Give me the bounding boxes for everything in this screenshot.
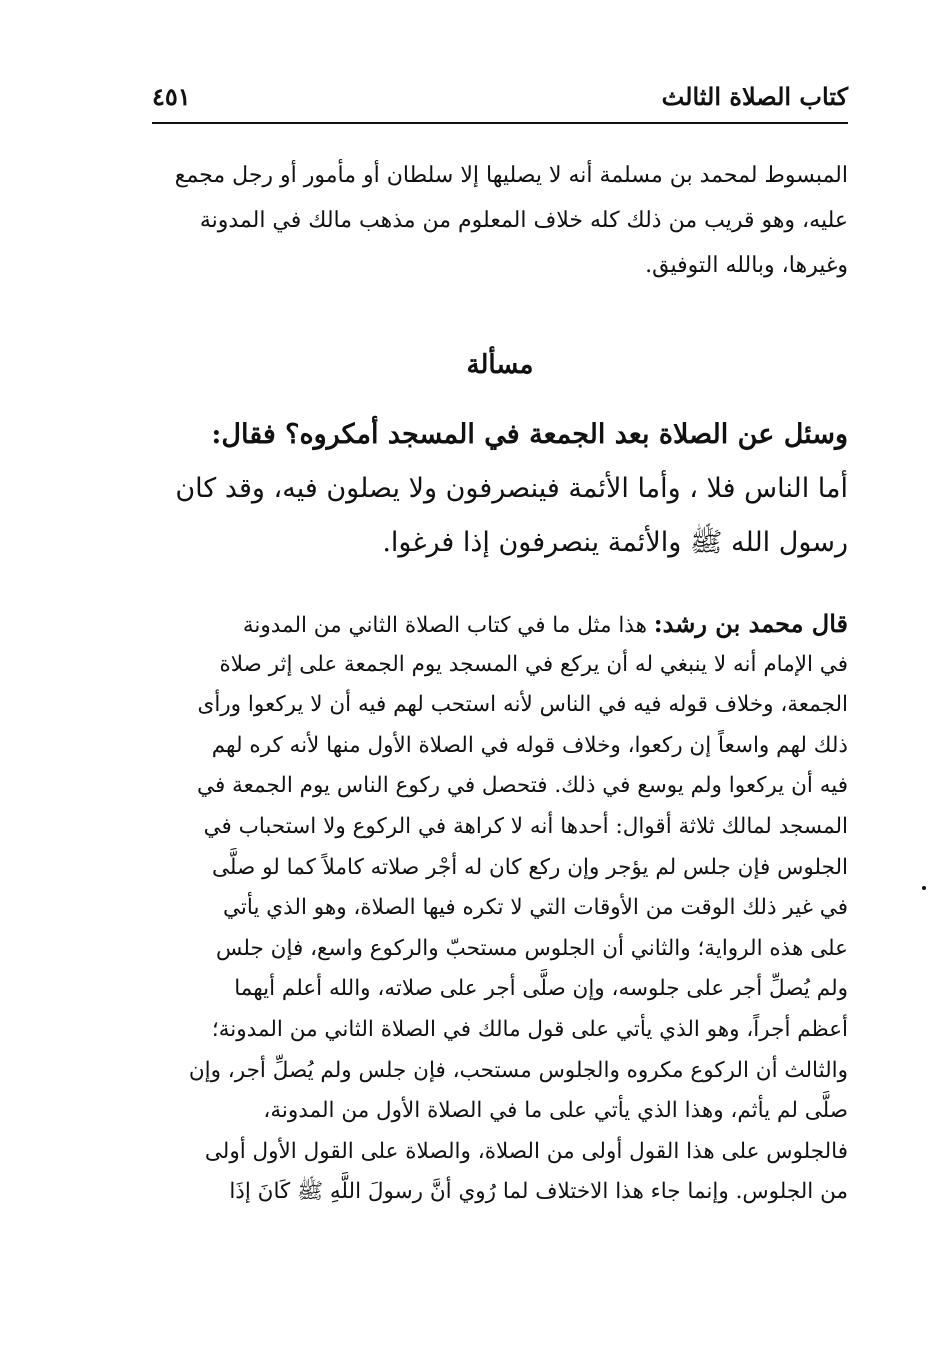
answer-line-text: هذا مثل ما في كتاب الصلاة الثاني من المدونة xyxy=(242,613,647,638)
text-line: وغيرها، وبالله التوفيق. xyxy=(645,253,848,278)
question-line: أما الناس فلا ، وأما الأئمة فينصرفون ولا يصلون فيه، وقد كان xyxy=(175,473,848,504)
answer-paragraph xyxy=(152,604,848,1213)
page-number: ٤٥١ xyxy=(152,82,191,111)
running-title: كتاب الصلاة الثالث xyxy=(661,82,848,111)
question-line: رسول الله ﷺ والأئمة ينصرفون إذا فرغوا. xyxy=(382,527,848,558)
answer-line: في غير ذلك الوقت من الأوقات التي لا تكره فيها الصلاة، وهو الذي يأتي xyxy=(223,895,848,921)
answer-line: من الجلوس. وإنما جاء هذا الاختلاف لما رُوي أنَّ رسولَ اللَّهِ ﷺ كَانَ إذَا xyxy=(229,1179,848,1205)
intro-paragraph xyxy=(152,153,848,288)
answer-speaker: قال محمد بن رشد: xyxy=(653,609,848,638)
answer-line: أعظم أجراً، وهو الذي يأتي على قول مالك في الصلاة الثاني من المدونة؛ xyxy=(211,1016,848,1042)
answer-line: ذلك لهم واسعاً إن ركعوا، وخلاف قوله في الصلاة الأول منها لأنه كره لهم xyxy=(211,732,848,758)
scan-speck xyxy=(922,886,926,890)
text-line: عليه، وهو قريب من ذلك كله خلاف المعلوم من مذهب مالك في المدونة xyxy=(199,208,848,233)
question-paragraph xyxy=(152,408,848,570)
answer-line: فيه أن يركعوا ولم يوسع في ذلك. فتحصل في ركوع الناس يوم الجمعة في xyxy=(197,773,848,799)
answer-line: المسجد لمالك ثلاثة أقوال: أحدها أنه لا كراهة في الركوع ولا استحباب في xyxy=(203,813,848,839)
answer-line: ولم يُصلِّ أجر على جلوسه، وإن صلَّى أجر على صلاته، والله أعلم أيهما xyxy=(234,976,848,1002)
question-line: وسئل عن الصلاة بعد الجمعة في المسجد أمكروه؟ فقال: xyxy=(211,419,848,450)
answer-line: صلَّى لم يأثم، وهذا الذي يأتي على ما في الصلاة الأول من المدونة، xyxy=(263,1098,848,1124)
section-heading: مسألة xyxy=(466,350,534,380)
answer-line: والثالث أن الركوع مكروه والجلوس مستحب، فإن جلس ولم يُصلِّ أجر، وإن xyxy=(188,1057,848,1083)
answer-first-line xyxy=(152,604,848,645)
text-line: المبسوط لمحمد بن مسلمة أنه لا يصليها إلا سلطان أو مأمور أو رجل مجمع xyxy=(174,163,848,188)
answer-line: الجمعة، وخلاف قوله فيه في الناس لأنه استحب لهم فيه أن لا يركعوا ورأى xyxy=(197,692,848,718)
answer-line: على هذه الرواية؛ والثاني أن الجلوس مستحبّ والركوع واسع، فإن جلس xyxy=(216,935,848,961)
answer-line: فالجلوس على هذا القول أولى من الصلاة، والصلاة على القول الأول أولى xyxy=(204,1138,848,1164)
answer-line: الجلوس فإن جلس لم يؤجر وإن ركع كان له أجْر صلاته كاملاً كما لو صلَّى xyxy=(212,854,848,880)
answer-line: في الإمام أنه لا ينبغي له أن يركع في المسجد يوم الجمعة على إثر صلاة xyxy=(219,651,848,677)
page-header xyxy=(152,78,848,124)
